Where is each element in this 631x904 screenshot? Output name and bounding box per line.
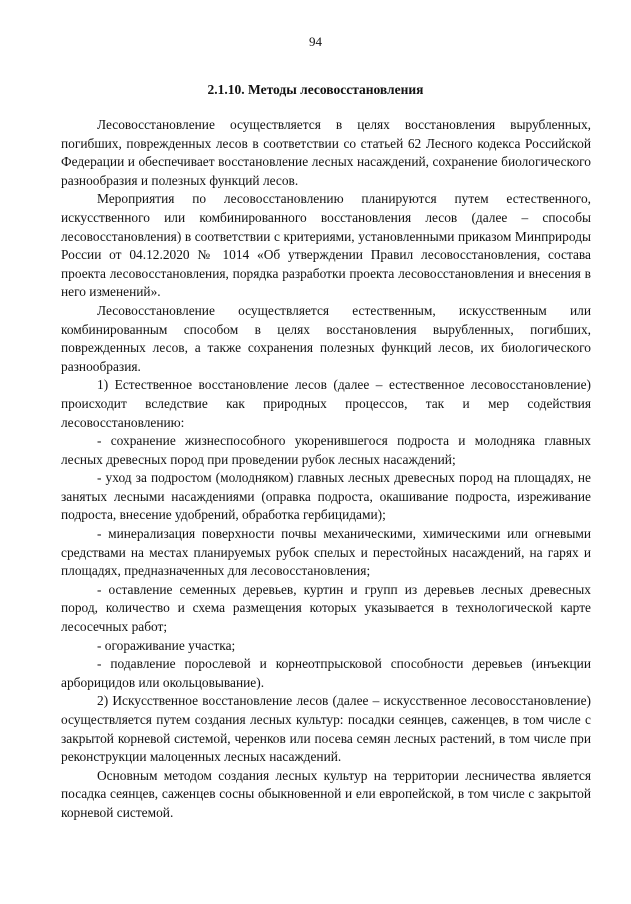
paragraph-main-method: Основным методом создания лесных культур на территории лесничества является посадка сеянцев, саженцев сосны обыкновенной и ели европейской, в том числе с закрытой корневой системой. bbox=[61, 767, 591, 820]
section-title: 2.1.10. Методы лесовосстановления bbox=[207, 82, 424, 97]
list-item-soil-mineralization: - минерализация поверхности почвы механическими, химическими или огневыми средствами на местах планируемых рубок спелых и перестойных насаждений, на гарях и площадях, предназначенных для лесовосстановления; bbox=[61, 526, 591, 579]
page-number: 94 bbox=[309, 34, 322, 49]
paragraph-1: Лесовосстановление осуществляется в целях восстановления вырубленных, погибших, поврежденных лесов в соответствии со статьей 62 Лесного кодекса Российской Федерации и обеспечивает восстановление лесных насаждений, сохранение биологического разнообразия и полезных функций лесов. bbox=[61, 117, 591, 188]
body-text bbox=[61, 116, 591, 823]
list-item-fencing: - огораживание участка; bbox=[97, 637, 236, 653]
paragraph-2: Мероприятия по лесовосстановлению планируются путем естественного, искусственного или комбинированного восстановления лесов (далее – способы лесовосстановления) в соответствии с критериями, установленными приказом Минприроды России от 04.12.2020 № 1014 «Об утверждении Правил лесовосстановления, состава проекта лесовосстановления, порядка разработки проекта лесовосстановления и внесения в него изменений». bbox=[61, 191, 591, 300]
paragraph-artificial-regeneration: 2) Искусственное восстановление лесов (далее – искусственное лесовосстановление) осуществляется путем создания лесных культур: посадки сеянцев, саженцев, в том числе с закрытой корневой системой, черенков или посева семян лесных растений, в том числе при реконструкции малоценных лесных насаждений. bbox=[61, 693, 591, 765]
list-item-seed-trees: - оставление семенных деревьев, куртин и групп из деревьев лесных древесных пород, количество и схема размещения которых указывается в технологической карте лесосечных работ; bbox=[61, 581, 591, 635]
list-item-undergrowth-care: - уход за подростом (молодняком) главных лесных древесных пород на площадях, не занятых лесными насаждениями (оправка подроста, окашивание подроста, изреживание подроста, внесение удобрений, обработка гербицидами); bbox=[61, 470, 591, 523]
paragraph-3: Лесовосстановление осуществляется естественным, искусственным или комбинированным способом в целях восстановления вырубленных, погибших, поврежденных лесов, а также сохранения полезных функций лесов, их биологического разнообразия. bbox=[61, 302, 591, 374]
paragraph-natural-regeneration: 1) Естественное восстановление лесов (далее – естественное лесовосстановление) происходит вследствие как природных процессов, так и мер содействия лесовосстановлению: bbox=[61, 377, 591, 430]
list-item-undergrowth-preservation: - сохранение жизнеспособного укоренившегося подроста и молодняка главных лесных древесных пород при проведении рубок лесных насаждений; bbox=[61, 433, 591, 467]
list-item-sprout-suppression: - подавление порослевой и корнеотпрысковой способности деревьев (инъекции арборицидов или окольцовывание). bbox=[61, 656, 591, 690]
